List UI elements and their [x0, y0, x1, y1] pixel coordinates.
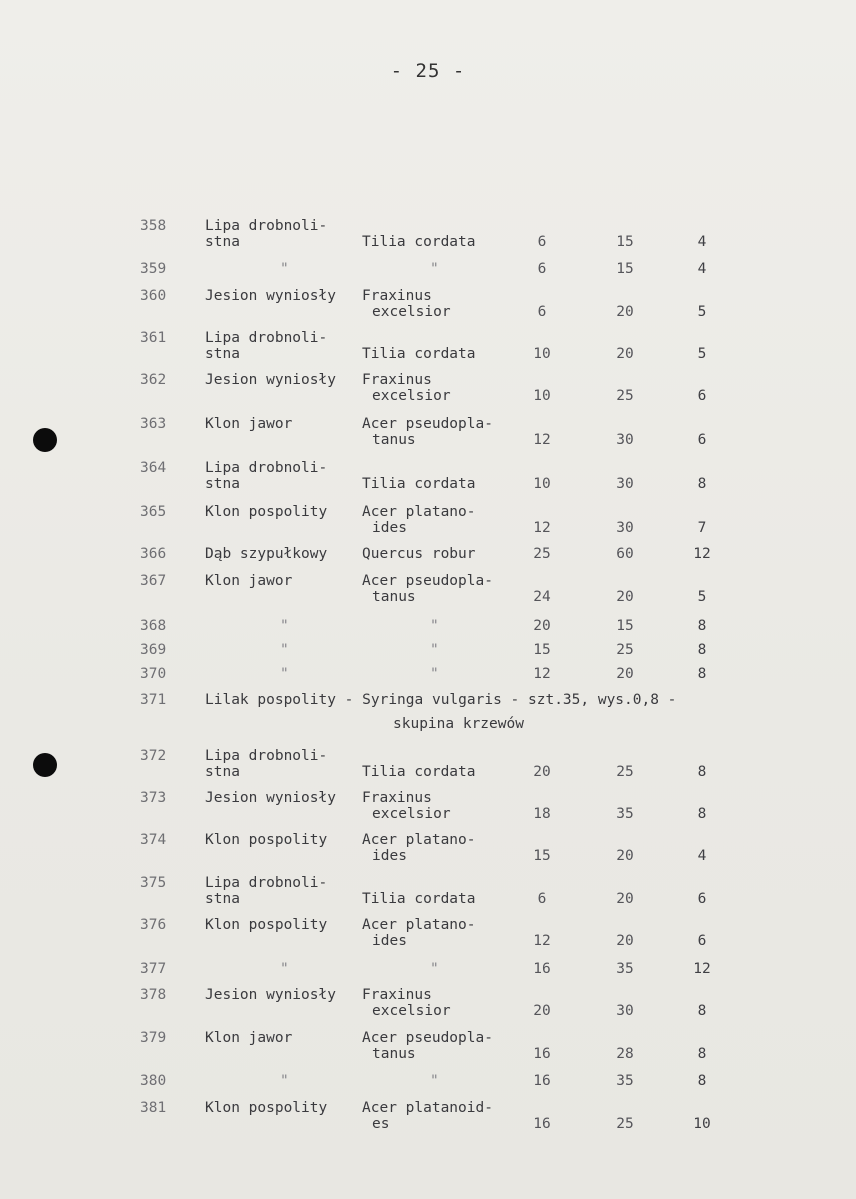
tree-number: 371	[140, 692, 167, 708]
diameter-value: 16	[533, 1116, 551, 1132]
tree-number: 369	[140, 642, 167, 658]
diameter-value: 25	[533, 546, 551, 562]
latin-name: ides	[372, 848, 407, 864]
crown-value: 5	[697, 304, 707, 320]
latin-name: tanus	[372, 589, 416, 605]
punch-hole	[33, 428, 57, 452]
tree-number: 362	[140, 372, 167, 388]
height-value: 15	[616, 618, 634, 634]
height-value: 30	[616, 432, 634, 448]
diameter-value: 12	[533, 666, 551, 682]
latin-name: es	[372, 1116, 390, 1132]
polish-name: Klon pospolity	[205, 917, 328, 933]
latin-name: ides	[372, 520, 407, 536]
latin-name: "	[430, 961, 439, 977]
height-value: 35	[616, 806, 634, 822]
polish-name: Jesion wyniosły	[205, 987, 336, 1003]
polish-name: Klon jawor	[205, 573, 293, 589]
latin-name: excelsior	[372, 304, 451, 320]
tree-number: 377	[140, 961, 167, 977]
polish-name: Lipa drobnoli-	[205, 748, 328, 764]
latin-name: Acer pseudopla-	[362, 416, 493, 432]
latin-name: "	[430, 666, 439, 682]
crown-value: 8	[697, 764, 707, 780]
punch-hole	[33, 753, 57, 777]
latin-name: "	[430, 642, 439, 658]
crown-value: 6	[697, 891, 707, 907]
diameter-value: 12	[533, 432, 551, 448]
height-value: 35	[616, 1073, 634, 1089]
tree-number: 360	[140, 288, 167, 304]
tree-number: 379	[140, 1030, 167, 1046]
diameter-value: 12	[533, 933, 551, 949]
latin-name: excelsior	[372, 388, 451, 404]
diameter-value: 24	[533, 589, 551, 605]
polish-name: "	[280, 666, 289, 682]
latin-name: Tilia cordata	[362, 891, 476, 907]
diameter-value: 6	[537, 304, 547, 320]
latin-name: Tilia cordata	[362, 234, 476, 250]
diameter-value: 12	[533, 520, 551, 536]
latin-name: ides	[372, 933, 407, 949]
height-value: 20	[616, 933, 634, 949]
height-value: 35	[616, 961, 634, 977]
height-value: 20	[616, 891, 634, 907]
tree-number: 368	[140, 618, 167, 634]
height-value: 20	[616, 666, 634, 682]
latin-name: Fraxinus	[362, 288, 432, 304]
diameter-value: 6	[537, 261, 547, 277]
page-number: - 25 -	[390, 60, 466, 82]
wide-entry-line: Lilak pospolity - Syringa vulgaris - szt.35, wys.0,8 -	[205, 692, 677, 708]
latin-name: tanus	[372, 432, 416, 448]
latin-name: excelsior	[372, 1003, 451, 1019]
latin-name: "	[430, 618, 439, 634]
crown-value: 8	[697, 1003, 707, 1019]
height-value: 15	[616, 234, 634, 250]
diameter-value: 6	[537, 234, 547, 250]
height-value: 25	[616, 388, 634, 404]
diameter-value: 15	[533, 848, 551, 864]
diameter-value: 16	[533, 1046, 551, 1062]
polish-name: "	[280, 618, 289, 634]
polish-name: Klon jawor	[205, 416, 293, 432]
crown-value: 8	[697, 1073, 707, 1089]
polish-name: stna	[205, 476, 240, 492]
polish-name: Dąb szypułkowy	[205, 546, 328, 562]
diameter-value: 6	[537, 891, 547, 907]
polish-name: Jesion wyniosły	[205, 790, 336, 806]
latin-name: Tilia cordata	[362, 346, 476, 362]
polish-name: "	[280, 642, 289, 658]
height-value: 20	[616, 589, 634, 605]
height-value: 25	[616, 764, 634, 780]
latin-name: Acer pseudopla-	[362, 573, 493, 589]
polish-name: Lipa drobnoli-	[205, 460, 328, 476]
diameter-value: 15	[533, 642, 551, 658]
tree-number: 358	[140, 218, 167, 234]
diameter-value: 16	[533, 961, 551, 977]
tree-number: 370	[140, 666, 167, 682]
latin-name: tanus	[372, 1046, 416, 1062]
crown-value: 5	[697, 589, 707, 605]
tree-number: 374	[140, 832, 167, 848]
tree-number: 380	[140, 1073, 167, 1089]
polish-name: Jesion wyniosły	[205, 372, 336, 388]
tree-number: 365	[140, 504, 167, 520]
tree-number: 381	[140, 1100, 167, 1116]
polish-name: "	[280, 961, 289, 977]
tree-number: 378	[140, 987, 167, 1003]
diameter-value: 20	[533, 1003, 551, 1019]
crown-value: 6	[697, 388, 707, 404]
latin-name: Acer platano-	[362, 504, 476, 520]
latin-name: Tilia cordata	[362, 476, 476, 492]
tree-number: 372	[140, 748, 167, 764]
tree-number: 366	[140, 546, 167, 562]
tree-number: 361	[140, 330, 167, 346]
crown-value: 8	[697, 642, 707, 658]
height-value: 60	[616, 546, 634, 562]
polish-name: "	[280, 1073, 289, 1089]
height-value: 15	[616, 261, 634, 277]
diameter-value: 10	[533, 346, 551, 362]
height-value: 30	[616, 1003, 634, 1019]
crown-value: 8	[697, 666, 707, 682]
polish-name: "	[280, 261, 289, 277]
diameter-value: 10	[533, 476, 551, 492]
latin-name: "	[430, 261, 439, 277]
latin-name: Acer pseudopla-	[362, 1030, 493, 1046]
crown-value: 8	[697, 806, 707, 822]
height-value: 30	[616, 520, 634, 536]
polish-name: stna	[205, 891, 240, 907]
polish-name: Klon pospolity	[205, 832, 328, 848]
polish-name: Lipa drobnoli-	[205, 875, 328, 891]
height-value: 20	[616, 346, 634, 362]
latin-name: Fraxinus	[362, 987, 432, 1003]
latin-name: excelsior	[372, 806, 451, 822]
polish-name: stna	[205, 234, 240, 250]
crown-value: 8	[697, 1046, 707, 1062]
diameter-value: 20	[533, 764, 551, 780]
polish-name: Klon pospolity	[205, 504, 328, 520]
crown-value: 4	[697, 234, 707, 250]
height-value: 28	[616, 1046, 634, 1062]
latin-name: Acer platanoid-	[362, 1100, 493, 1116]
polish-name: stna	[205, 346, 240, 362]
polish-name: Jesion wyniosły	[205, 288, 336, 304]
height-value: 25	[616, 1116, 634, 1132]
crown-value: 7	[697, 520, 707, 536]
tree-number: 376	[140, 917, 167, 933]
crown-value: 10	[693, 1116, 711, 1132]
tree-number: 375	[140, 875, 167, 891]
polish-name: Klon pospolity	[205, 1100, 328, 1116]
crown-value: 4	[697, 261, 707, 277]
diameter-value: 18	[533, 806, 551, 822]
height-value: 20	[616, 304, 634, 320]
tree-number: 364	[140, 460, 167, 476]
latin-name: Fraxinus	[362, 372, 432, 388]
polish-name: Klon jawor	[205, 1030, 293, 1046]
wide-entry-line: skupina krzewów	[393, 716, 524, 732]
tree-number: 363	[140, 416, 167, 432]
crown-value: 8	[697, 618, 707, 634]
latin-name: "	[430, 1073, 439, 1089]
crown-value: 6	[697, 432, 707, 448]
crown-value: 5	[697, 346, 707, 362]
diameter-value: 16	[533, 1073, 551, 1089]
crown-value: 4	[697, 848, 707, 864]
crown-value: 12	[693, 961, 711, 977]
height-value: 20	[616, 848, 634, 864]
crown-value: 8	[697, 476, 707, 492]
polish-name: stna	[205, 764, 240, 780]
height-value: 25	[616, 642, 634, 658]
crown-value: 12	[693, 546, 711, 562]
diameter-value: 20	[533, 618, 551, 634]
height-value: 30	[616, 476, 634, 492]
latin-name: Fraxinus	[362, 790, 432, 806]
tree-number: 359	[140, 261, 167, 277]
polish-name: Lipa drobnoli-	[205, 218, 328, 234]
latin-name: Acer platano-	[362, 832, 476, 848]
tree-number: 373	[140, 790, 167, 806]
diameter-value: 10	[533, 388, 551, 404]
latin-name: Tilia cordata	[362, 764, 476, 780]
latin-name: Quercus robur	[362, 546, 476, 562]
polish-name: Lipa drobnoli-	[205, 330, 328, 346]
latin-name: Acer platano-	[362, 917, 476, 933]
crown-value: 6	[697, 933, 707, 949]
tree-number: 367	[140, 573, 167, 589]
